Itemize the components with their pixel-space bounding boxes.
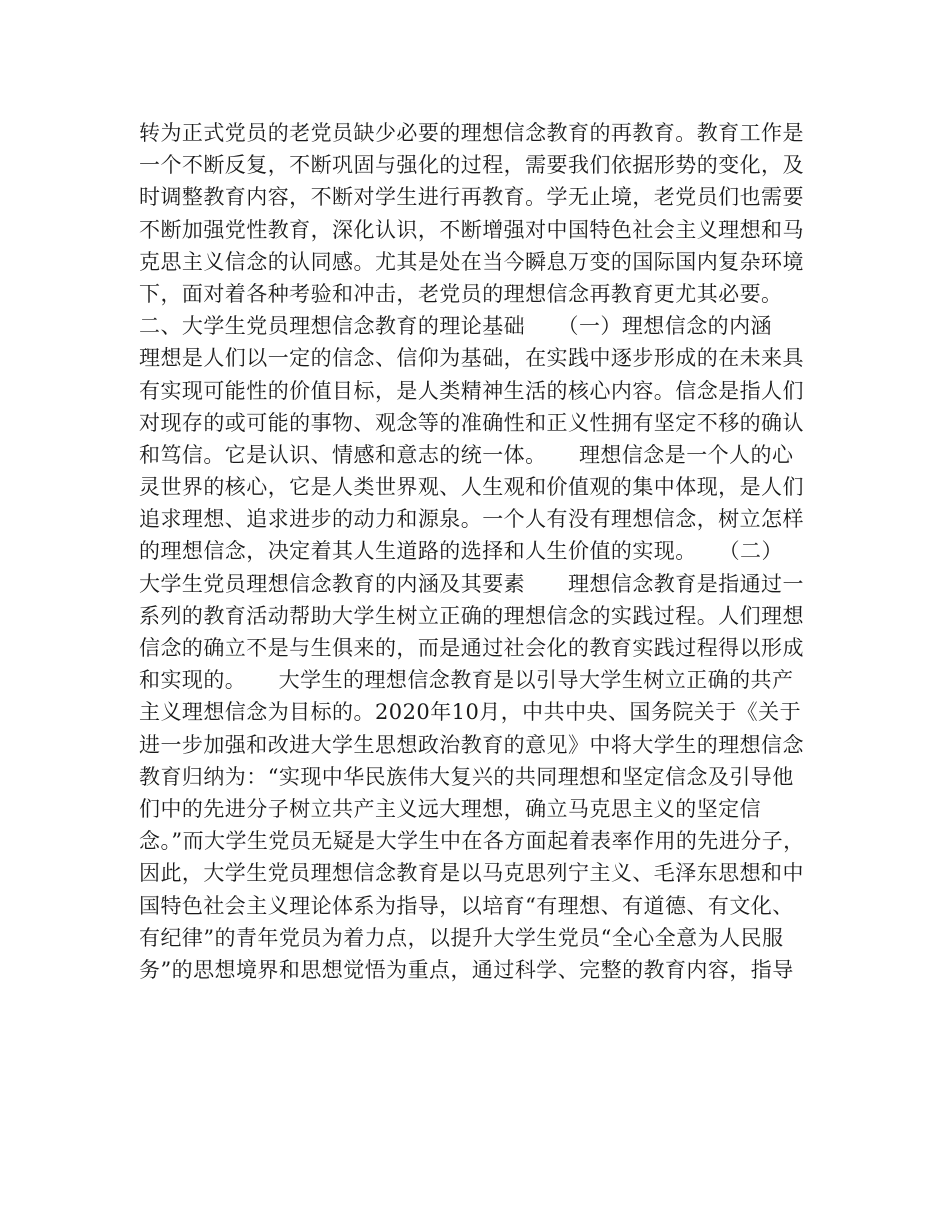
text-line: 主义理想信念为目标的。2020年10月，中共中央、国务院关于《关于: [139, 700, 802, 725]
text-line: 追求理想、追求进步的动力和源泉。一个人有没有理想信念，树立怎样: [139, 507, 804, 532]
text-line: 系列的教育活动帮助大学生树立正确的理想信念的实践过程。人们理想: [139, 603, 804, 628]
text-line: 国特色社会主义理论体系为指导，以培育“有理想、有道德、有文化、: [139, 893, 794, 918]
text-line: 因此，大学生党员理想信念教育是以马克思列宁主义、毛泽东思想和中: [139, 861, 804, 886]
text-line: 有纪律”的青年党员为着力点，以提升大学生党员“全心全意为人民服: [139, 925, 784, 950]
text-line: 务”的思想境界和思想觉悟为重点，通过科学、完整的教育内容，指导: [139, 957, 794, 982]
text-line: 们中的先进分子树立共产主义远大理想，确立马克思主义的坚定信: [139, 796, 762, 821]
body-text: [139, 117, 819, 986]
subsection-heading-line: 大学生党员理想信念教育的内涵及其要素 理想信念教育是指通过一: [139, 571, 804, 596]
text-line: 念。”而大学生党员无疑是大学生中在各方面起着表率作用的先进分子，: [139, 829, 805, 854]
text-line: 一个不断反复，不断巩固与强化的过程，需要我们依据形势的变化，及: [139, 153, 804, 178]
text-line: 下，面对着各种考验和冲击，老党员的理想信念再教育更尤其必要。: [139, 281, 783, 306]
text-line: 的理想信念，决定着其人生道路的选择和人生价值的实现。 （二）: [139, 539, 783, 564]
text-line: 时调整教育内容，不断对学生进行再教育。学无止境，老党员们也需要: [139, 185, 804, 210]
text-line: 和实现的。 大学生的理想信念教育是以引导大学生树立正确的共产: [139, 668, 794, 693]
text-line: 转为正式党员的老党员缺少必要的理想信念教育的再教育。教育工作是: [139, 121, 804, 145]
text-line: 有实现可能性的价值目标，是人类精神生活的核心内容。信念是指人们: [139, 378, 804, 403]
text-line: 灵世界的核心，它是人类世界观、人生观和价值观的集中体现，是人们: [139, 475, 804, 500]
text-line: 和笃信。它是认识、情感和意志的统一体。 理想信念是一个人的心: [139, 442, 794, 467]
section-heading-line: 二、大学生党员理想信念教育的理论基础 （一）理想信念的内涵: [139, 314, 772, 339]
text-line: 进一步加强和改进大学生思想政治教育的意见》中将大学生的理想信念: [139, 732, 804, 757]
text-line: 对现存的或可能的事物、观念等的准确性和正义性拥有坚定不移的确认: [139, 410, 804, 435]
text-line: 克思主义信念的认同感。尤其是处在当今瞬息万变的国际国内复杂环境: [139, 249, 804, 274]
text-line: 理想是人们以一定的信念、信仰为基础，在实践中逐步形成的在未来具: [139, 346, 804, 371]
text-line: 信念的确立不是与生俱来的，而是通过社会化的教育实践过程得以形成: [139, 636, 804, 660]
text-line: 不断加强党性教育，深化认识，不断增强对中国特色社会主义理想和马: [139, 217, 804, 242]
text-line: 教育归纳为：“实现中华民族伟大复兴的共同理想和坚定信念及引导他: [139, 764, 794, 789]
